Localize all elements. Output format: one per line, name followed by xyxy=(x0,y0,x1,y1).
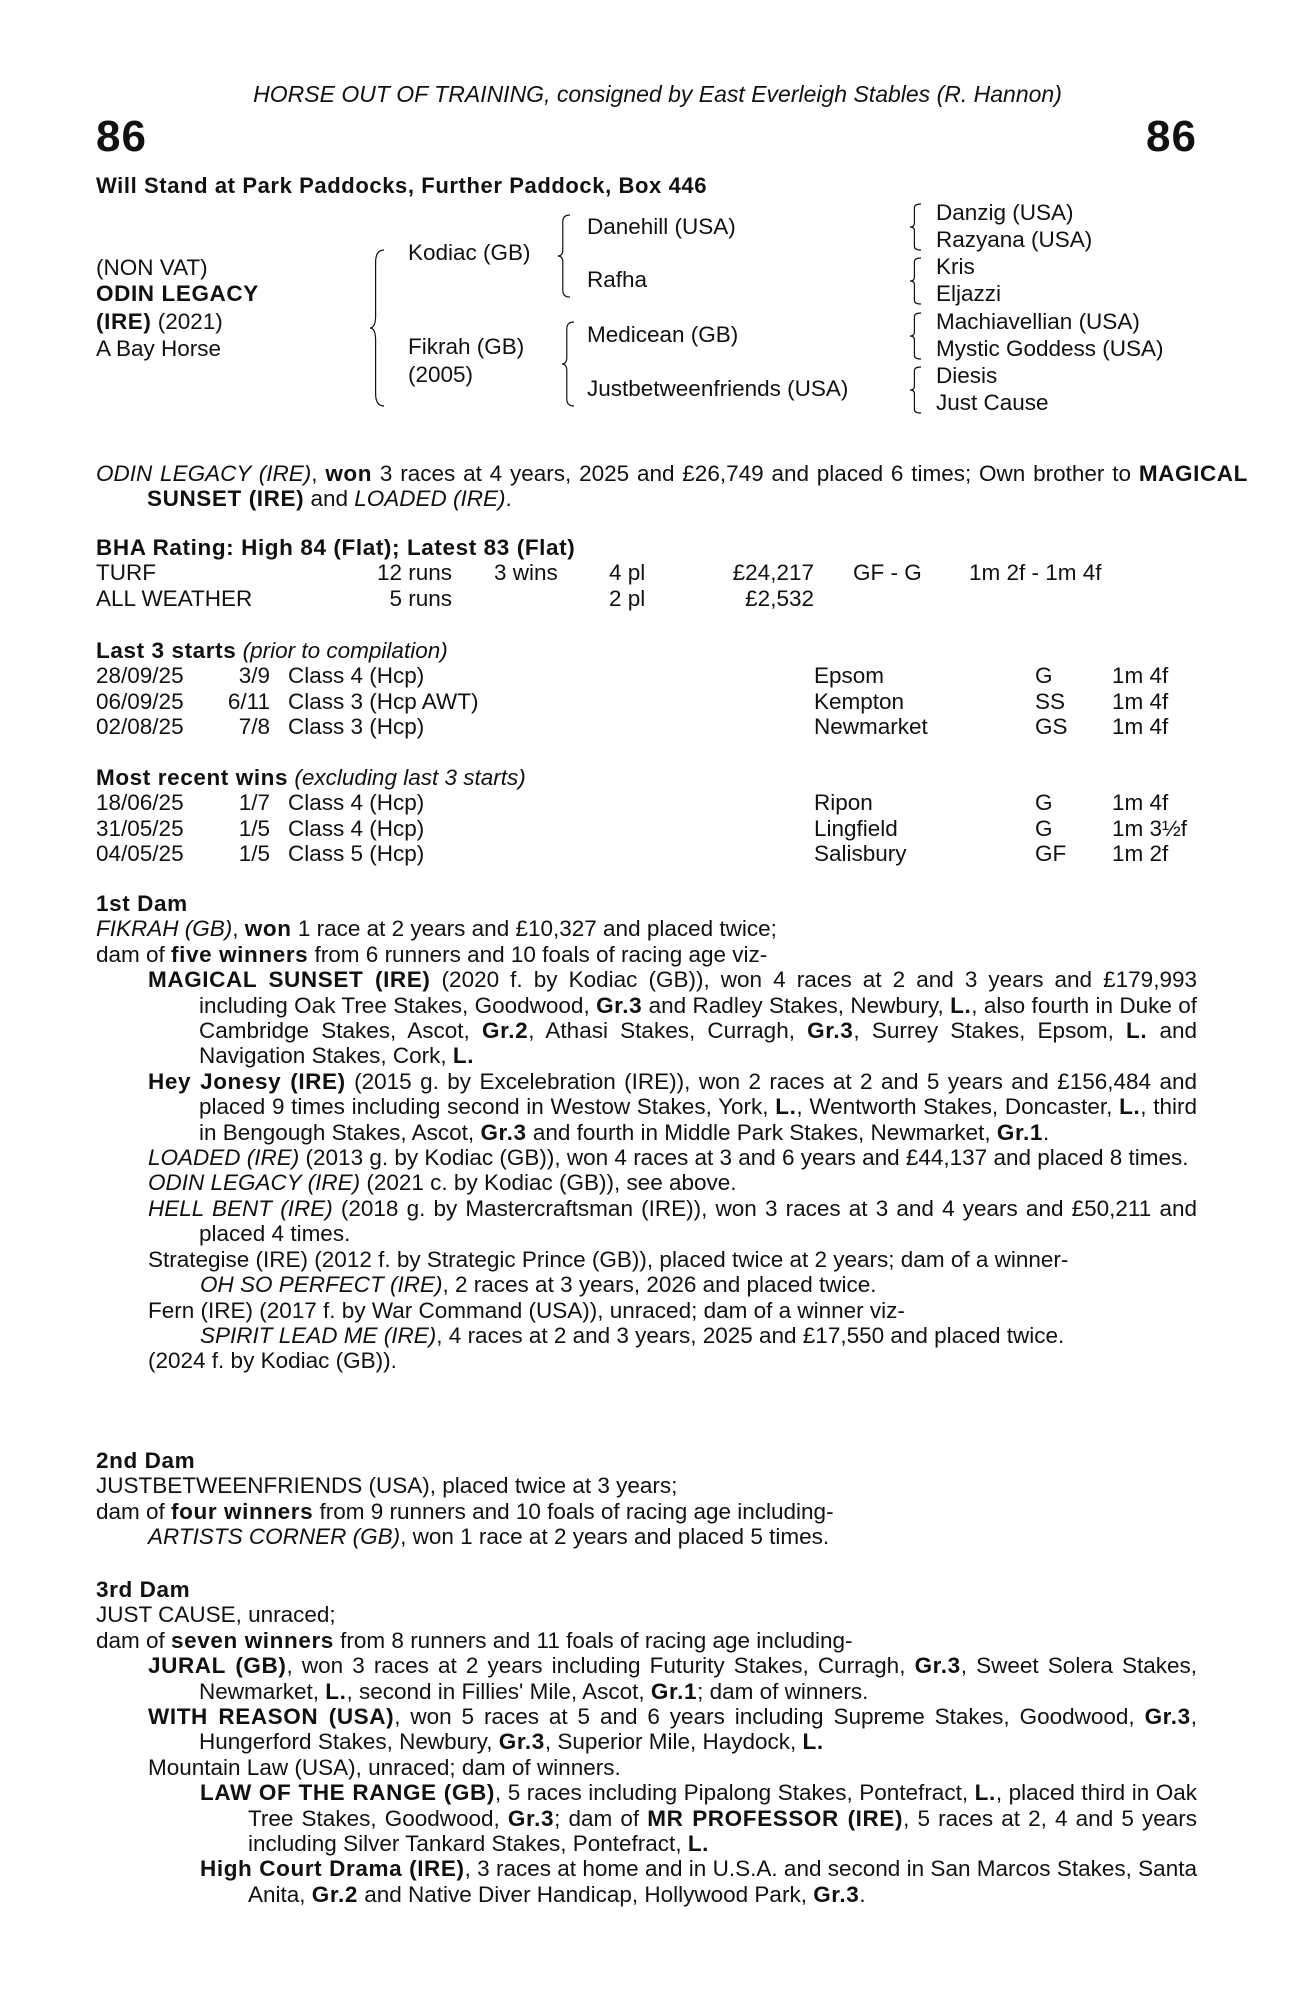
race-date: 18/06/25 xyxy=(96,790,184,816)
text-run: , xyxy=(311,461,326,486)
brace-dam xyxy=(562,322,574,406)
pedigree-entry xyxy=(96,1602,1197,1627)
dam-title: 1st Dam xyxy=(96,891,188,916)
race-row xyxy=(96,663,1197,688)
surface: ALL WEATHER xyxy=(96,585,253,611)
pedigree-entry xyxy=(96,1653,1197,1704)
race-going: G xyxy=(1035,790,1053,816)
second-dam-section xyxy=(96,1448,1197,1550)
text-run: from 8 runners and 11 foals of racing age including- xyxy=(333,1627,853,1653)
italic-name: HELL BENT (IRE) xyxy=(148,1195,333,1221)
italic-name: SPIRIT LEAD ME (IRE) xyxy=(200,1322,437,1348)
text-run: (2018 g. by Mastercraftsman (IRE)), won 3 races at 3 and 4 years and £50,211 and placed 4 times. xyxy=(199,1195,1197,1247)
rating-row xyxy=(96,560,1197,585)
pedigree-entry xyxy=(96,1499,1197,1524)
race-course: Newmarket xyxy=(814,714,928,740)
text-run: , 5 races at 2, 4 and 5 years including Silver Tankard Stakes, Pontefract, xyxy=(248,1805,1197,1857)
race-row xyxy=(96,816,1197,841)
text-run: , also fourth in Duke of Cambridge Stakes, Ascot, xyxy=(199,992,1198,1044)
race-row xyxy=(96,790,1197,815)
pedigree-entry xyxy=(96,1145,1197,1170)
text-run: and Radley Stakes, Newbury, xyxy=(642,992,951,1018)
runs: 12 runs xyxy=(376,560,452,586)
race-distance: 1m 4f xyxy=(1112,688,1169,714)
race-class: Class 5 (Hcp) xyxy=(288,841,425,867)
italic-name: ODIN LEGACY (IRE) xyxy=(148,1170,361,1196)
text-run: Mountain Law (USA), unraced; dam of winners. xyxy=(148,1754,621,1780)
race-distance: 1m 4f xyxy=(1112,663,1169,689)
text-run: (2013 g. by Kodiac (GB)), won 4 races at 3 and 6 years and £44,137 and placed 8 times. xyxy=(299,1145,1189,1171)
race-class: Class 3 (Hcp AWT) xyxy=(288,688,479,714)
bold-text: L. xyxy=(950,992,972,1018)
bha-rating-section xyxy=(96,535,1197,611)
text-run: from 6 runners and 10 foals of racing age viz- xyxy=(308,941,768,967)
bold-text: Hey Jonesy (IRE) xyxy=(148,1068,346,1094)
bold-text: seven winners xyxy=(171,1627,334,1653)
text-run: , second in Fillies' Mile, Ascot, xyxy=(346,1678,651,1704)
race-going: GF xyxy=(1035,841,1067,867)
horse-description: A Bay Horse xyxy=(96,336,222,361)
bold-text: Gr.3 xyxy=(1144,1704,1191,1730)
bold-text: four winners xyxy=(171,1498,314,1524)
text-run: and xyxy=(304,486,355,512)
race-course: Lingfield xyxy=(814,815,898,841)
pedigree-gen3-name: Mystic Goddess (USA) xyxy=(936,336,1164,361)
bold-text: Gr.3 xyxy=(914,1653,961,1679)
runs: 5 runs xyxy=(389,585,452,611)
race-distance: 1m 2f xyxy=(1112,841,1169,867)
wins: 3 wins xyxy=(494,560,558,586)
last-starts-title: Last 3 starts xyxy=(96,638,237,663)
brace-sire xyxy=(558,215,570,297)
bold-text: won xyxy=(244,916,292,942)
text-run: ; dam of winners. xyxy=(697,1678,869,1704)
text-run: . xyxy=(505,486,512,512)
pedigree-entry xyxy=(96,1323,1197,1348)
pedigree-entry xyxy=(96,1348,1197,1373)
race-position: 1/5 xyxy=(238,815,270,841)
text-run: (2021 c. by Kodiac (GB)), see above. xyxy=(360,1170,737,1196)
race-class: Class 4 (Hcp) xyxy=(288,663,425,689)
brace-gen3 xyxy=(910,313,921,359)
race-going: G xyxy=(1035,815,1053,841)
pedigree-sire-dam: Rafha xyxy=(587,267,648,292)
text-run: , 4 races at 2 and 3 years, 2025 and £17,550 and placed twice. xyxy=(436,1322,1065,1348)
placed: 2 pl xyxy=(609,585,646,611)
pedigree-gen3-name: Kris xyxy=(936,254,975,279)
italic-name: ARTISTS CORNER (GB) xyxy=(148,1524,401,1550)
text-run: and fourth in Middle Park Stakes, Newmarket, xyxy=(526,1119,997,1145)
pedigree-gen3-name: Machiavellian (USA) xyxy=(936,309,1140,334)
race-summary xyxy=(96,461,1248,512)
text-run: . xyxy=(1043,1119,1050,1145)
bold-text: Gr.2 xyxy=(482,1018,529,1044)
bold-text: L. xyxy=(802,1729,824,1755)
text-run: . xyxy=(859,1881,866,1907)
pedigree-gen3-name: Danzig (USA) xyxy=(936,200,1074,225)
bold-text: Gr.3 xyxy=(807,1018,854,1044)
bold-text: Gr.3 xyxy=(507,1805,555,1831)
dam-title: 2nd Dam xyxy=(96,1448,196,1473)
distance: 1m 2f - 1m 4f xyxy=(969,560,1102,586)
dam-title: 3rd Dam xyxy=(96,1577,191,1602)
consignment-line: HORSE OUT OF TRAINING, consigned by East Everleigh Stables (R. Hannon) xyxy=(253,81,1062,107)
pedigree-entry xyxy=(96,1069,1197,1145)
pedigree-dam: Fikrah (GB) xyxy=(408,334,525,359)
bold-text: MR PROFESSOR (IRE) xyxy=(647,1805,904,1831)
text-run: dam of xyxy=(96,1627,172,1653)
bold-text: Gr.1 xyxy=(996,1119,1044,1145)
stand-location: Will Stand at Park Paddocks, Further Paddock, Box 446 xyxy=(96,173,708,198)
pedigree-entry xyxy=(96,1524,1197,1549)
text-run: (2020 f. by Kodiac (GB)), won 4 races at 2 and 3 years and £179,993 including Oak Tree Stakes, Goodwood, xyxy=(199,967,1197,1018)
bha-rating-title: BHA Rating: High 84 (Flat); Latest 83 (Flat) xyxy=(96,535,576,560)
bold-text: Gr.3 xyxy=(480,1119,527,1145)
brace-gen3 xyxy=(910,258,921,304)
bold-text: LAW OF THE RANGE (GB) xyxy=(200,1780,495,1806)
race-position: 1/7 xyxy=(238,790,270,816)
text-run: 3 races at 4 years, 2025 and £26,749 and placed 6 times; Own brother to xyxy=(372,461,1139,486)
recent-wins-title: Most recent wins xyxy=(96,765,289,790)
text-run: dam of xyxy=(96,1498,172,1524)
last-starts-note: (prior to compilation) xyxy=(242,638,448,663)
bold-text: MAGICAL SUNSET (IRE) xyxy=(148,967,431,993)
bold-text: Gr.3 xyxy=(813,1881,860,1907)
text-run: (2015 g. by Excelebration (IRE)), won 2 races at 2 and 5 years and £156,484 and placed 9 times including second in Westow Stakes, York, xyxy=(199,1068,1197,1120)
bold-text: L. xyxy=(1119,1094,1141,1120)
text-run: Strategise (IRE) (2012 f. by Strategic Prince (GB)), placed twice at 2 years; dam of a winner- xyxy=(148,1246,1069,1272)
text-run: , won 1 race at 2 years and placed 5 times. xyxy=(400,1524,830,1550)
race-going: GS xyxy=(1035,714,1068,740)
pedigree-entry xyxy=(96,1856,1197,1907)
text-run: , Athasi Stakes, Curragh, xyxy=(528,1018,808,1044)
race-position: 1/5 xyxy=(238,841,270,867)
horse-suffix: (IRE) xyxy=(96,309,152,334)
bold-text: L. xyxy=(452,1043,475,1069)
race-class: Class 4 (Hcp) xyxy=(288,790,425,816)
text-run: , 2 races at 3 years, 2026 and placed twice. xyxy=(442,1272,877,1298)
bold-text: L. xyxy=(1126,1018,1148,1044)
italic-name: LOADED (IRE) xyxy=(148,1145,300,1171)
earnings: £2,532 xyxy=(745,585,814,611)
race-position: 7/8 xyxy=(238,714,270,740)
pedigree-entry xyxy=(96,967,1197,1069)
text-run: , Hungerford Stakes, Newbury, xyxy=(199,1704,1198,1755)
bold-text: High Court Drama (IRE) xyxy=(200,1856,465,1882)
pedigree-entry xyxy=(96,1247,1197,1272)
bold-text: L. xyxy=(775,1094,797,1120)
race-course: Ripon xyxy=(814,790,873,816)
race-course: Salisbury xyxy=(814,841,907,867)
bold-text: L. xyxy=(687,1831,710,1857)
pedigree-gen3-name: Diesis xyxy=(936,363,998,388)
text-run: JUSTBETWEENFRIENDS (USA), placed twice at 3 years; xyxy=(96,1473,678,1499)
last-starts-section xyxy=(96,638,1197,740)
italic-name: FIKRAH (GB) xyxy=(96,916,233,942)
pedigree-gen3-name: Eljazzi xyxy=(936,281,1002,306)
pedigree-entry xyxy=(96,1780,1197,1856)
pedigree-entry xyxy=(96,1473,1197,1498)
earnings: £24,217 xyxy=(732,560,814,586)
lot-number-left: 86 xyxy=(96,112,147,161)
vat-status: (NON VAT) xyxy=(96,255,208,280)
pedigree-entry xyxy=(96,1196,1197,1247)
italic-name: LOADED (IRE) xyxy=(354,486,506,512)
text-run: dam of xyxy=(96,941,172,967)
pedigree-sire-sire: Danehill (USA) xyxy=(587,214,736,239)
race-course: Epsom xyxy=(814,663,885,689)
pedigree-dam-year: (2005) xyxy=(408,362,474,387)
race-going: G xyxy=(1035,663,1053,689)
race-row xyxy=(96,841,1197,866)
pedigree-entry xyxy=(96,916,1197,941)
pedigree-entry xyxy=(96,1272,1197,1297)
text-run: , xyxy=(232,916,245,942)
pedigree-dam-sire: Medicean (GB) xyxy=(587,322,739,347)
pedigree-entry xyxy=(96,942,1197,967)
bold-text: MAGICAL SUNSET (IRE) xyxy=(147,461,1248,512)
text-run: , won 5 races at 5 and 6 years including Supreme Stakes, Goodwood, xyxy=(394,1704,1145,1730)
placed: 4 pl xyxy=(609,560,646,586)
pedigree-entry xyxy=(96,1170,1197,1195)
race-distance: 1m 4f xyxy=(1112,714,1169,740)
italic-name: OH SO PERFECT (IRE) xyxy=(200,1272,443,1298)
race-date: 02/08/25 xyxy=(96,714,184,740)
race-class: Class 3 (Hcp) xyxy=(288,714,425,740)
race-row xyxy=(96,689,1197,714)
bold-text: L. xyxy=(974,1780,996,1806)
surface: TURF xyxy=(96,560,156,586)
text-run: , Wentworth Stakes, Doncaster, xyxy=(796,1094,1120,1120)
pedigree-gen3-name: Razyana (USA) xyxy=(936,227,1093,252)
horse-year: (2021) xyxy=(157,309,223,334)
race-date: 31/05/25 xyxy=(96,815,184,841)
bold-text: Gr.2 xyxy=(311,1881,358,1907)
text-run: , third in Bengough Stakes, Ascot, xyxy=(199,1094,1197,1145)
bold-text: five winners xyxy=(171,941,309,967)
recent-wins-note: (excluding last 3 starts) xyxy=(294,765,526,790)
race-date: 04/05/25 xyxy=(96,841,184,867)
bold-text: WITH REASON (USA) xyxy=(148,1704,395,1730)
race-position: 6/11 xyxy=(227,688,270,714)
rating-row xyxy=(96,586,1197,611)
text-run: , Superior Mile, Haydock, xyxy=(544,1729,803,1755)
horse-origin-year xyxy=(96,309,223,334)
text-run: from 9 runners and 10 foals of racing age including- xyxy=(313,1498,834,1524)
brace-main xyxy=(370,250,384,406)
bold-text: won xyxy=(325,461,373,486)
recent-wins-section xyxy=(96,765,1197,867)
pedigree-dam-dam: Justbetweenfriends (USA) xyxy=(587,376,849,401)
text-run: JUST CAUSE, unraced; xyxy=(96,1602,336,1628)
first-dam-section xyxy=(96,891,1197,1374)
race-course: Kempton xyxy=(814,688,905,714)
race-distance: 1m 4f xyxy=(1112,790,1169,816)
bold-text: Gr.3 xyxy=(596,992,643,1018)
text-run: ; dam of xyxy=(554,1805,648,1831)
race-row xyxy=(96,714,1197,739)
pedigree-entry xyxy=(96,1628,1197,1653)
bold-text: Gr.3 xyxy=(498,1729,545,1755)
race-date: 06/09/25 xyxy=(96,688,184,714)
bold-text: L. xyxy=(325,1678,347,1704)
race-date: 28/09/25 xyxy=(96,663,184,689)
lot-number-right: 86 xyxy=(1146,112,1197,161)
italic-name: ODIN LEGACY (IRE) xyxy=(96,461,312,486)
text-run: Fern (IRE) (2017 f. by War Command (USA)), unraced; dam of a winner viz- xyxy=(148,1297,905,1323)
pedigree-entry xyxy=(96,1704,1197,1755)
text-run: , Sweet Solera Stakes, Newmarket, xyxy=(199,1653,1197,1704)
pedigree-entry xyxy=(96,1298,1197,1323)
third-dam-section xyxy=(96,1577,1197,1907)
bold-text: Gr.1 xyxy=(650,1678,698,1704)
text-run: , Surrey Stakes, Epsom, xyxy=(853,1018,1127,1044)
race-class: Class 4 (Hcp) xyxy=(288,815,425,841)
text-run: , won 3 races at 2 years including Futurity Stakes, Curragh, xyxy=(286,1653,915,1679)
pedigree-sire: Kodiac (GB) xyxy=(408,240,531,265)
brace-gen3 xyxy=(910,367,921,413)
text-run: , 5 races including Pipalong Stakes, Pontefract, xyxy=(494,1780,975,1806)
race-position: 3/9 xyxy=(238,663,270,689)
brace-gen3 xyxy=(910,204,921,250)
horse-name: ODIN LEGACY xyxy=(96,281,259,306)
pedigree-gen3-name: Just Cause xyxy=(936,390,1049,415)
text-run: 1 race at 2 years and £10,327 and placed twice; xyxy=(291,916,777,942)
text-run: , 3 races at home and in U.S.A. and second in San Marcos Stakes, Santa Anita, xyxy=(248,1856,1197,1907)
race-distance: 1m 3½f xyxy=(1112,815,1188,841)
race-going: SS xyxy=(1035,688,1066,714)
text-run: , placed third in Oak Tree Stakes, Goodwood, xyxy=(248,1780,1198,1831)
bold-text: JURAL (GB) xyxy=(148,1653,287,1679)
pedigree-entry xyxy=(96,1755,1197,1780)
text-run: and Navigation Stakes, Cork, xyxy=(199,1018,1198,1069)
going: GF - G xyxy=(853,560,922,586)
text-run: (2024 f. by Kodiac (GB)). xyxy=(148,1348,397,1374)
text-run: and Native Diver Handicap, Hollywood Park, xyxy=(357,1881,814,1907)
